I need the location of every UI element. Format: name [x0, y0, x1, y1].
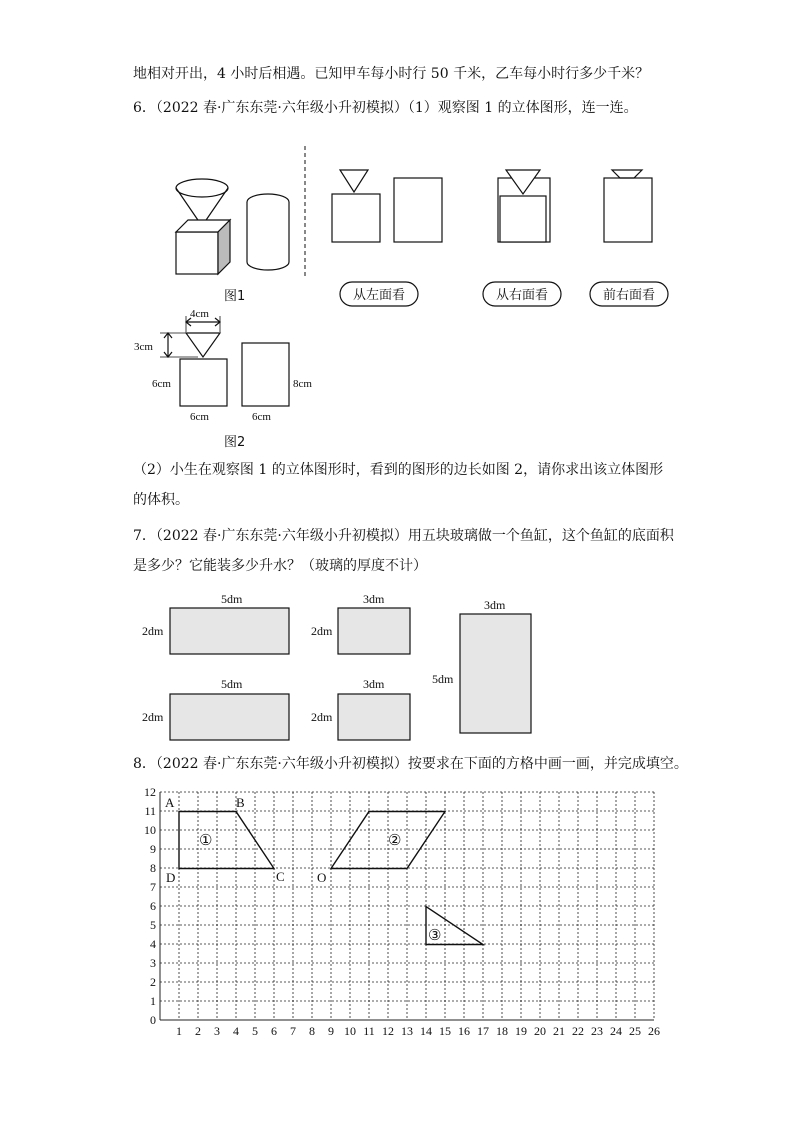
figure1-caption: 图1 — [224, 289, 246, 304]
view-d-rect — [604, 178, 652, 242]
x-tick-label: 10 — [344, 1024, 356, 1038]
glass-5-width: 3dm — [363, 677, 385, 691]
figure2-caption: 图2 — [224, 435, 246, 450]
glass-1-height: 2dm — [142, 624, 164, 638]
glass-5-height: 2dm — [311, 710, 333, 724]
y-tick-label: 8 — [150, 861, 156, 875]
question6-part2-line2: 的体积。 — [133, 492, 189, 508]
glass-3-width: 3dm — [484, 598, 506, 612]
x-tick-label: 7 — [290, 1024, 296, 1038]
x-tick-label: 12 — [382, 1024, 394, 1038]
x-axis-labels — [176, 1024, 660, 1038]
question7-line2: 是多少？它能装多少升水？（玻璃的厚度不计） — [133, 558, 427, 574]
x-tick-label: 11 — [363, 1024, 375, 1038]
x-tick-label: 1 — [176, 1024, 182, 1038]
x-tick-label: 18 — [496, 1024, 508, 1038]
cone-top — [176, 179, 228, 197]
y-tick-label: 10 — [144, 823, 156, 837]
svg-text:从左面看: 从左面看 — [352, 288, 406, 303]
y-axis-labels — [144, 785, 156, 1027]
x-tick-label: 9 — [328, 1024, 334, 1038]
svg-text:从右面看: 从右面看 — [495, 288, 549, 303]
point-o-label: O — [317, 870, 327, 885]
glass-4 — [170, 694, 289, 740]
cylinder-body — [247, 202, 289, 270]
x-tick-label: 15 — [439, 1024, 451, 1038]
svg-text:前右面看: 前右面看 — [602, 288, 656, 303]
x-tick-label: 8 — [309, 1024, 315, 1038]
question7-line1: 7．（2022 春·广东东莞·六年级小升初模拟）用五块玻璃做一个鱼缸，这个鱼缸的底面积 — [133, 528, 674, 544]
x-tick-label: 6 — [271, 1024, 277, 1038]
x-tick-label: 17 — [477, 1024, 489, 1038]
question5-tail: 地相对开出，4 小时后相遇。已知甲车每小时行 50 千米，乙车每小时行多少千米？ — [133, 66, 650, 82]
view-c-square — [500, 196, 546, 242]
view-label-left[interactable] — [340, 282, 418, 306]
y-tick-label: 1 — [150, 994, 156, 1008]
y-tick-label: 7 — [150, 880, 156, 894]
view-a-square — [332, 194, 380, 242]
x-tick-label: 3 — [214, 1024, 220, 1038]
figure1-solid — [176, 179, 289, 274]
fig2-rect — [242, 343, 289, 406]
shape-2-label: ② — [388, 833, 402, 849]
y-tick-label: 6 — [150, 899, 156, 913]
fig2-top-width: 4cm — [190, 308, 209, 320]
view-d-trapezoid — [612, 170, 642, 178]
x-tick-label: 23 — [591, 1024, 603, 1038]
x-tick-label: 13 — [401, 1024, 413, 1038]
x-tick-label: 4 — [233, 1024, 239, 1038]
x-tick-label: 21 — [553, 1024, 565, 1038]
question6-title: 6．（2022 春·广东东莞·六年级小升初模拟）（1）观察图 1 的立体图形，连一连。 — [133, 100, 638, 116]
fig2-cube-side: 6cm — [152, 378, 171, 390]
view-a-triangle — [340, 170, 368, 192]
glass-1 — [170, 608, 289, 654]
fig2-triangle — [186, 333, 220, 357]
view-label-right[interactable] — [483, 282, 561, 306]
x-tick-label: 2 — [195, 1024, 201, 1038]
y-tick-label: 12 — [144, 785, 156, 799]
y-tick-label: 5 — [150, 918, 156, 932]
glass-2-height: 2dm — [311, 624, 333, 638]
fig2-rect-height: 8cm — [293, 378, 312, 390]
point-d-label: D — [166, 870, 176, 885]
x-tick-label: 24 — [610, 1024, 622, 1038]
x-tick-label: 19 — [515, 1024, 527, 1038]
x-tick-label: 16 — [458, 1024, 470, 1038]
x-tick-label: 20 — [534, 1024, 546, 1038]
x-tick-label: 5 — [252, 1024, 258, 1038]
glass-4-height: 2dm — [142, 710, 164, 724]
view-c-triangle — [506, 170, 540, 194]
y-tick-label: 4 — [150, 937, 156, 951]
figure2 — [160, 316, 289, 406]
x-tick-label: 14 — [420, 1024, 432, 1038]
y-tick-label: 3 — [150, 956, 156, 970]
fig2-square — [180, 359, 227, 406]
glass-2 — [338, 608, 410, 654]
glass-2-width: 3dm — [363, 592, 385, 606]
view-b-rect — [394, 178, 442, 242]
glass-3 — [460, 614, 531, 733]
question8-title: 8．（2022 春·广东东莞·六年级小升初模拟）按要求在下面的方格中画一画，并完成填空。 — [133, 756, 688, 772]
glass-1-width: 5dm — [221, 592, 243, 606]
glass-5 — [338, 694, 410, 740]
shape-3-label: ③ — [428, 928, 442, 944]
point-b-label: B — [236, 795, 245, 810]
square-grid — [160, 792, 654, 1020]
fig2-rect-bottom: 6cm — [252, 411, 271, 423]
glass-3-height: 5dm — [432, 672, 454, 686]
fig2-cone-height: 3cm — [134, 341, 153, 353]
cube-front — [176, 232, 218, 274]
y-tick-label: 2 — [150, 975, 156, 989]
shape-1-trapezoid — [179, 812, 274, 869]
view-label-front-right[interactable] — [590, 282, 668, 306]
view-shapes — [332, 170, 652, 242]
question6-part2-line1: （2）小生在观察图 1 的立体图形时，看到的图形的边长如图 2，请你求出该立体图形 — [133, 462, 664, 478]
point-a-label: A — [165, 795, 175, 810]
x-tick-label: 25 — [629, 1024, 641, 1038]
y-tick-label: 9 — [150, 842, 156, 856]
x-tick-label: 22 — [572, 1024, 584, 1038]
y-tick-label: 0 — [150, 1013, 156, 1027]
glass-4-width: 5dm — [221, 677, 243, 691]
point-c-label: C — [276, 869, 285, 884]
fig2-cube-bottom: 6cm — [190, 411, 209, 423]
glass-panels — [170, 608, 531, 740]
x-tick-label: 26 — [648, 1024, 660, 1038]
shape-1-label: ① — [199, 833, 213, 849]
y-tick-label: 11 — [144, 804, 156, 818]
